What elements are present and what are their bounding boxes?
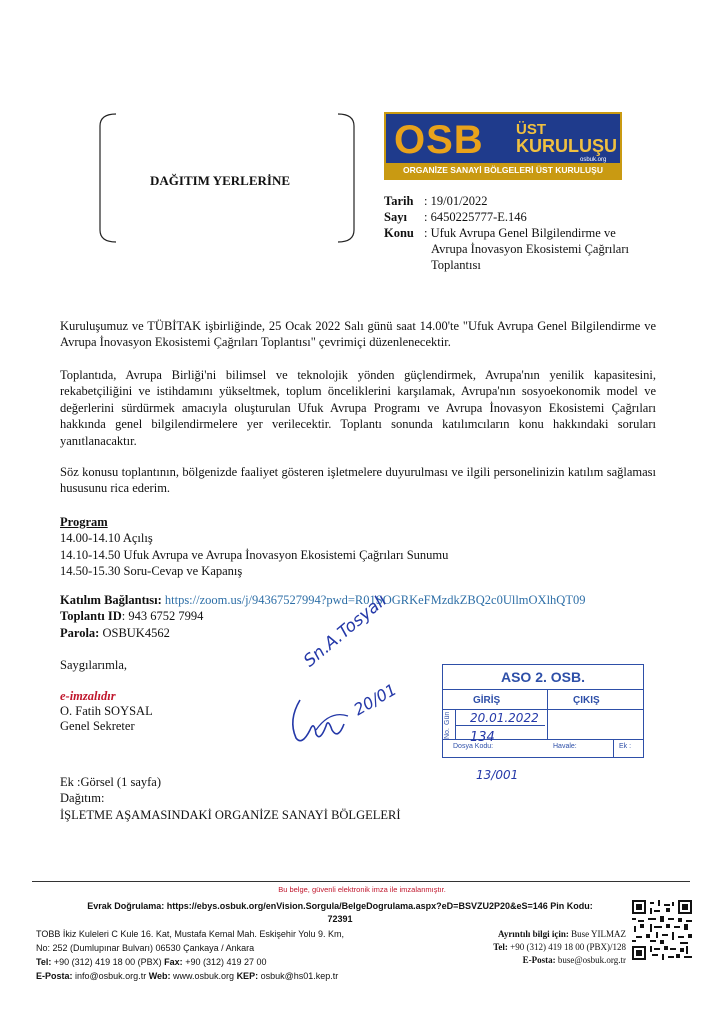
stamp-handwritten-number: 134 (470, 730, 495, 745)
body-paragraph-3: Söz konusu toplantının, bölgenizde faaliyet gösteren işletmelere duyurulması ve ilgili personelinizin katılım sağlaması hususunu rica ederim. (60, 465, 656, 496)
handwritten-note: Sn.A.Tosyalı (300, 590, 391, 672)
kep-label: KEP: (236, 971, 259, 981)
distribution-value: İŞLETME AŞAMASINDAKİ ORGANİZE SANAYİ BÖLGELERİ (60, 807, 401, 822)
esign-notice: Bu belge, güvenli elektronik imza ile imzalanmıştır. (278, 885, 446, 894)
stamp-title: ASO 2. OSB. (500, 669, 586, 685)
handwritten-date: 20/01 (350, 679, 400, 720)
info-name: Buse YILMAZ (568, 929, 626, 939)
subject-value-2: Avrupa İnovasyon Ekosistemi Çağrıları (431, 242, 629, 256)
pin-code: 72391 (327, 914, 353, 924)
email-label: E-Posta: (36, 971, 73, 981)
tel-value: +90 (312) 419 18 00 (PBX) (51, 957, 165, 967)
stamp-ek-label: Ek : (619, 743, 632, 750)
password-value: OSBUK4562 (99, 625, 170, 640)
fax-label: Fax: (164, 957, 183, 967)
address-line-2: No: 252 (Dumlupınar Bulvarı) 06530 Çankaya / Ankara (36, 943, 255, 953)
number-value: : 6450225777-E.146 (424, 210, 527, 224)
qr-code-icon (632, 900, 692, 960)
logo-domain: osbuk.org (580, 157, 607, 163)
program-section (60, 514, 448, 580)
stamp-handwritten-date: 20.01.2022 (470, 711, 539, 725)
info-mail-label: E-Posta: (522, 955, 556, 965)
web-label: Web: (148, 971, 171, 981)
fax-value: +90 (312) 419 27 00 (182, 957, 267, 967)
program-item: 14.10-14.50 Ufuk Avrupa ve Avrupa İnovasyon Ekosistemi Çağrıları Sunumu (60, 547, 449, 562)
stamp-in-label: GİRİŞ (473, 695, 501, 706)
stamp-day-label: Gün (444, 711, 451, 725)
distribution-title: DAĞITIM YERLERİNE (150, 173, 291, 188)
address-bracket-left (98, 112, 118, 244)
info-label: Ayrıntılı bilgi için: (497, 929, 569, 939)
signer-name: O. Fatih SOYSAL (60, 704, 153, 718)
logo-bottom: KURULUŞU (516, 136, 617, 156)
number-label: Sayı (384, 210, 407, 224)
program-item: 14.50-15.30 Soru-Cevap ve Kapanış (60, 564, 243, 579)
join-link-label: Katılım Bağlantısı: (60, 593, 162, 607)
email-value[interactable]: info@osbuk.org.tr (72, 971, 149, 981)
handwritten-signature (286, 690, 366, 752)
stamp-dosya-label: Dosya Kodu: (453, 743, 494, 750)
address-line-1: TOBB İkiz Kuleleri C Kule 16. Kat, Mustafa Kemal Mah. Eskişehir Yolu 9. Km, (36, 929, 344, 939)
footer-divider (32, 881, 690, 882)
stamp-havale-label: Havale: (553, 743, 577, 750)
address-bracket-right (336, 112, 356, 244)
distribution-label: Dağıtım: (60, 791, 105, 806)
body-paragraph-1: Kuruluşumuz ve TÜBİTAK işbirliğinde, 25 Ocak 2022 Salı günü saat 14.00'te "Ufuk Avrupa Genel Bilgilendirme ve Avrupa İnovasyon Ekosistemi Çağrıları Toplantısı" çevrimiçi düzenlenecektir. (60, 319, 656, 350)
zoom-link[interactable]: https://zoom.us/j/94367527994?pwd=R01SOGRKeFMzdkZBQ2c0UllmOXlhQT09 (164, 593, 586, 607)
attachments-block (60, 774, 401, 823)
program-item: 14.00-14.10 Açılış (60, 531, 153, 546)
join-info (60, 592, 585, 641)
tel-label: Tel: (36, 957, 52, 967)
date-label: Tarih (384, 194, 414, 208)
info-tel-label: Tel: (493, 942, 508, 952)
subject-value: : Ufuk Avrupa Genel Bilgilendirme ve (424, 226, 616, 240)
verification-line: Evrak Doğrulama: https://ebys.osbuk.org/enVision.Sorgula/BelgeDogrulama.aspx?eD=BSVZU2P20&eS=146 Pin Kodu: (87, 901, 593, 911)
contact-info (440, 928, 626, 967)
footer-address (36, 927, 344, 983)
signature-block (60, 689, 153, 734)
subject-value-3: Toplantısı (431, 258, 481, 272)
document-verification (60, 900, 620, 926)
program-heading: Program (60, 515, 108, 529)
esign-label: e-imzalıdır (60, 689, 116, 703)
logo-strip: ORGANİZE SANAYİ BÖLGELERİ ÜST KURULUŞU (386, 163, 620, 178)
web-value[interactable]: www.osbuk.org (170, 971, 237, 981)
info-mail[interactable]: buse@osbuk.org.tr (555, 955, 626, 965)
body-paragraph-2: Toplantıda, Avrupa Birliği'ni bilimsel ve teknolojik yönden güçlendirmek, Avrupa'nın yenilik kapasitesini, rekabetçiliğini ve istihdamını yükseltmek, toplum önceliklerini karşılamak, Avrupa'nın sosyoekonomik model ve değerlerini sürdürmek amacıyla oluşturulan Ufuk Avrupa Programı ve Avrupa İnovasyon Ekosistemi Çağrıları hakkında genel bilgilendirmelere yer verilecektir. Toplantı sonunda katılımcıların konu hakkındaki soruları yanıtlanacaktır. (60, 368, 656, 448)
stamp-out-label: ÇIKIŞ (573, 695, 600, 706)
meeting-id-value: : 943 6752 7994 (121, 609, 204, 624)
date-value: : 19/01/2022 (424, 194, 488, 208)
subject-label: Konu (384, 226, 414, 240)
logo-main: OSB (394, 118, 484, 162)
stamp-no-label: No. (444, 728, 451, 739)
password-label: Parola: (60, 625, 100, 640)
signer-title: Genel Sekreter (60, 719, 135, 733)
logo-top: ÜST (516, 121, 546, 138)
info-tel: +90 (312) 419 18 00 (PBX)/128 (507, 942, 626, 952)
attachment-line: Ek :Görsel (1 sayfa) (60, 775, 162, 789)
meeting-id-label: Toplantı ID (60, 609, 122, 624)
document-meta (384, 193, 671, 273)
closing-greeting: Saygılarımla, (60, 658, 127, 672)
kep-value: osbuk@hs01.kep.tr (258, 971, 339, 981)
stamp-handwritten-code: 13/001 (476, 768, 519, 782)
osbuk-logo (384, 112, 622, 180)
